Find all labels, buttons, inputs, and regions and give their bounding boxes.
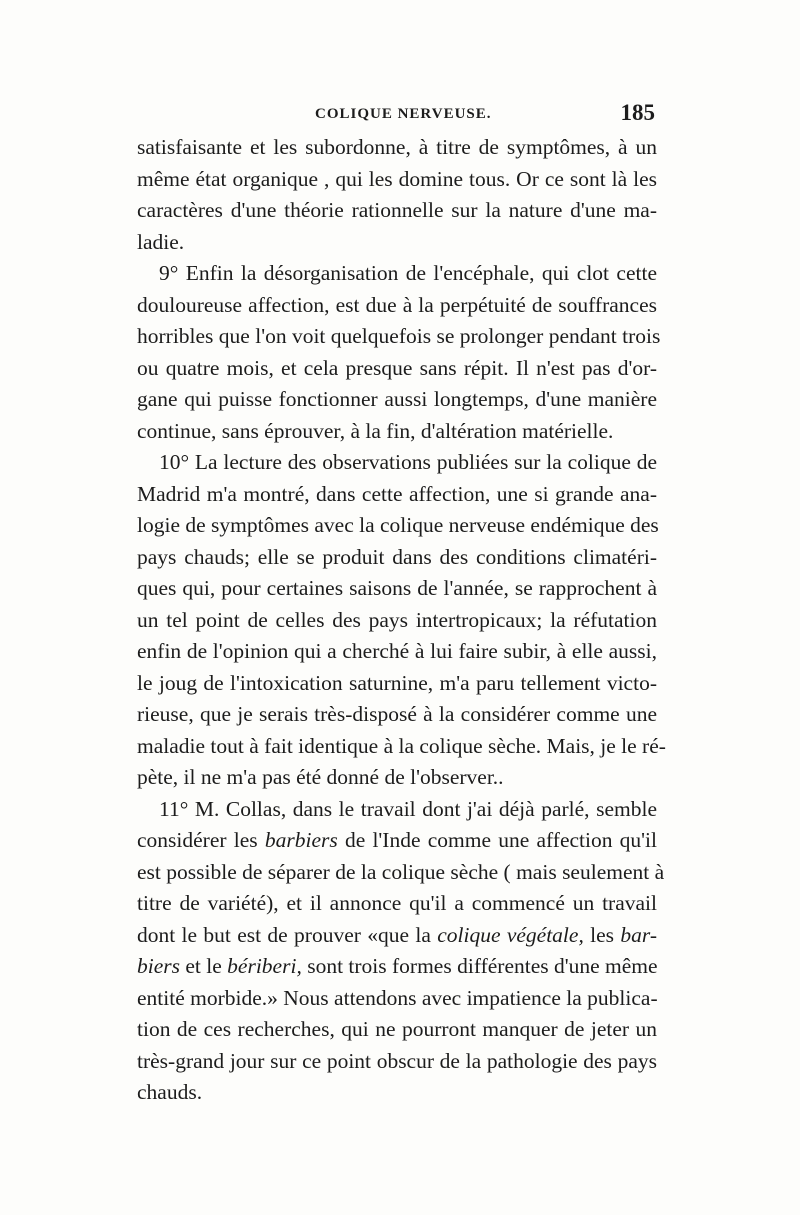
text-line: ou quatre mois, et cela presque sans répit. Il n'est pas d'or- <box>137 355 657 380</box>
text-line: 11° M. Collas, dans le travail dont j'ai déjà parlé, semble <box>159 796 657 821</box>
text-line: logie de symptômes avec la colique nerveuse endémique des <box>137 513 659 537</box>
text-line: très-grand jour sur ce point obscur de la pathologie des pays <box>137 1048 657 1073</box>
text-line: tion de ces recherches, qui ne pourront manquer de jeter un <box>137 1017 657 1041</box>
text-line: satisfaisante et les subordonne, à titre de symptômes, à un <box>137 135 657 159</box>
text-line <box>137 920 657 952</box>
italic-term: bar- <box>620 922 657 947</box>
italic-term: biers <box>137 954 180 978</box>
text-line: 10° La lecture des observations publiées sur la colique de <box>159 450 657 474</box>
text-line: caractères d'une théorie rationnelle sur la nature d'une ma- <box>137 198 657 222</box>
text-segment: de l'Inde comme une affection qu'il <box>337 828 658 852</box>
running-title: COLIQUE NERVEUSE. <box>315 106 492 122</box>
running-head <box>315 100 655 130</box>
italic-term: bériberi, <box>227 954 302 978</box>
text-line: douloureuse affection, est due à la perpétuité de souffrances <box>137 292 657 317</box>
text-line: horribles que l'on voit quelquefois se prolonger pendant trois <box>137 324 661 348</box>
text-line: enfin de l'opinion qui a cherché à lui faire subir, à elle aussi, <box>137 639 657 663</box>
text-line: ladie. <box>137 229 185 254</box>
text-line: le joug de l'intoxication saturnine, m'a paru tellement victo- <box>137 670 657 695</box>
text-segment: les <box>583 922 621 947</box>
text-line: continue, sans éprouver, à la fin, d'altération matérielle. <box>137 418 614 443</box>
text-line: 9° Enfin la désorganisation de l'encéphale, qui clot cette <box>159 261 657 285</box>
text-line <box>137 825 657 857</box>
text-segment: et le <box>180 954 228 978</box>
text-line: titre de variété), et il annonce qu'il a commencé un travail <box>137 891 657 915</box>
text-line <box>137 951 657 983</box>
text-line: rieuse, que je serais très-disposé à la considérer comme une <box>137 702 657 726</box>
text-line: pays chauds; elle se produit dans des conditions climatéri- <box>137 544 657 569</box>
text-line: pète, il ne m'a pas été donné de l'observer.. <box>137 765 504 789</box>
text-line: maladie tout à fait identique à la colique sèche. Mais, je le ré- <box>137 733 666 758</box>
text-line: entité morbide.» Nous attendons avec impatience la publica- <box>137 985 658 1010</box>
text-line: ques qui, pour certaines saisons de l'année, se rapprochent à <box>137 576 657 600</box>
text-segment: considérer les <box>137 828 265 852</box>
page-number: 185 <box>620 100 655 125</box>
body-text <box>137 132 666 1109</box>
text-line: gane qui puisse fonctionner aussi longtemps, d'une manière <box>137 387 657 411</box>
text-line: un tel point de celles des pays intertropicaux; la réfutation <box>137 607 657 632</box>
text-line: Madrid m'a montré, dans cette affection, une si grande ana- <box>137 481 657 506</box>
text-line: chauds. <box>137 1080 203 1104</box>
text-line: même état organique , qui les domine tous. Or ce sont là les <box>137 166 657 191</box>
text-line: est possible de séparer de la colique sèche ( mais seulement à <box>137 859 665 884</box>
text-segment: dont le but est de prouver «que la <box>137 922 438 947</box>
italic-term: colique végétale, <box>437 922 584 947</box>
text-segment: sont trois formes différentes d'une même <box>301 954 658 978</box>
italic-term: barbiers <box>264 828 338 852</box>
